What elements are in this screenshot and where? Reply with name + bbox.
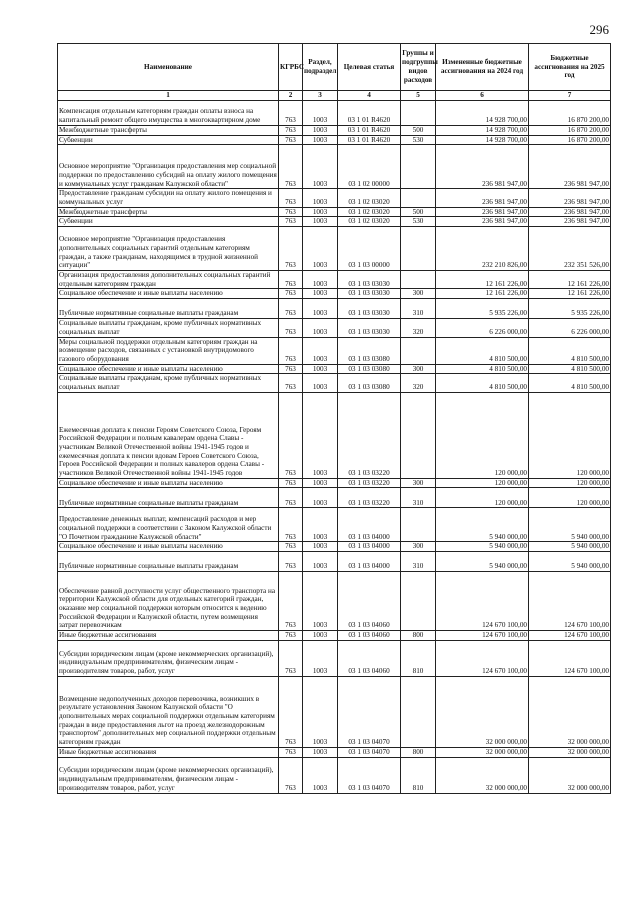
table-row: [58, 289, 611, 299]
row-article-cell: 03 1 03 03080: [338, 337, 401, 364]
row-section-cell: 1003: [303, 478, 338, 488]
column-header-section: Раздел, подраздел: [303, 44, 338, 91]
table-row: [58, 676, 611, 747]
table-row: [58, 757, 611, 793]
column-number: 1: [58, 91, 279, 101]
row-kgrbs-cell: 763: [279, 319, 303, 337]
row-kgrbs-cell: 763: [279, 488, 303, 508]
row-kgrbs-cell: 763: [279, 640, 303, 676]
row-article-cell: 03 1 01 R4620: [338, 125, 401, 135]
row-name-cell: Субсидии юридическим лицам (кроме некоммерческих организаций), индивидуальным предпринимателям, физическим лицам - производителям товаров, работ, услуг: [58, 640, 279, 676]
row-2025-amount-cell: 120 000,00: [529, 488, 611, 508]
row-article-cell: 03 1 03 04000: [338, 542, 401, 552]
row-2025-amount-cell: 16 870 200,00: [529, 125, 611, 135]
row-group-cell: 810: [401, 640, 436, 676]
row-2025-amount-cell: 5 940 000,00: [529, 552, 611, 572]
row-group-cell: [401, 100, 436, 125]
row-section-cell: 1003: [303, 289, 338, 299]
row-group-cell: 300: [401, 478, 436, 488]
column-header-article: Целевая статья: [338, 44, 401, 91]
row-group-cell: [401, 189, 436, 207]
row-2025-amount-cell: 236 981 947,00: [529, 145, 611, 189]
row-group-cell: [401, 337, 436, 364]
row-article-cell: 03 1 03 03080: [338, 364, 401, 374]
row-section-cell: 1003: [303, 542, 338, 552]
row-name-cell: Субвенции: [58, 217, 279, 227]
table-row: [58, 374, 611, 392]
row-group-cell: 300: [401, 542, 436, 552]
row-2025-amount-cell: 236 981 947,00: [529, 217, 611, 227]
row-name-cell: Социальное обеспечение и иные выплаты населению: [58, 478, 279, 488]
row-group-cell: [401, 572, 436, 631]
column-header-group: Группы и подгруппы видов расходов: [401, 44, 436, 91]
table-row: [58, 319, 611, 337]
row-article-cell: 03 1 03 04060: [338, 640, 401, 676]
row-kgrbs-cell: 763: [279, 299, 303, 319]
row-name-cell: Социальные выплаты гражданам, кроме публичных нормативных социальных выплат: [58, 319, 279, 337]
row-2024-amount-cell: 32 000 000,00: [436, 676, 529, 747]
table-row: [58, 508, 611, 542]
row-2024-amount-cell: 14 928 700,00: [436, 100, 529, 125]
column-header-name: Наименование: [58, 44, 279, 91]
row-group-cell: [401, 676, 436, 747]
row-kgrbs-cell: 763: [279, 227, 303, 271]
table-row: [58, 271, 611, 289]
row-2025-amount-cell: 236 981 947,00: [529, 207, 611, 217]
table-row: [58, 207, 611, 217]
column-number: 3: [303, 91, 338, 101]
row-section-cell: 1003: [303, 299, 338, 319]
column-number: 4: [338, 91, 401, 101]
row-kgrbs-cell: 763: [279, 337, 303, 364]
table-row: [58, 189, 611, 207]
row-kgrbs-cell: 763: [279, 135, 303, 145]
row-section-cell: 1003: [303, 271, 338, 289]
row-article-cell: 03 1 03 04070: [338, 747, 401, 757]
row-2024-amount-cell: 124 670 100,00: [436, 572, 529, 631]
table-row: [58, 364, 611, 374]
table-body: [58, 100, 611, 793]
row-section-cell: 1003: [303, 508, 338, 542]
row-section-cell: 1003: [303, 392, 338, 478]
table-row: [58, 552, 611, 572]
row-section-cell: 1003: [303, 217, 338, 227]
row-2024-amount-cell: 5 940 000,00: [436, 542, 529, 552]
row-2024-amount-cell: 120 000,00: [436, 478, 529, 488]
row-2024-amount-cell: 236 981 947,00: [436, 145, 529, 189]
column-number: 5: [401, 91, 436, 101]
row-2025-amount-cell: 124 670 100,00: [529, 640, 611, 676]
row-section-cell: 1003: [303, 364, 338, 374]
row-group-cell: 310: [401, 488, 436, 508]
row-kgrbs-cell: 763: [279, 631, 303, 641]
row-kgrbs-cell: 763: [279, 217, 303, 227]
row-section-cell: 1003: [303, 135, 338, 145]
row-article-cell: 03 1 01 R4620: [338, 100, 401, 125]
row-2024-amount-cell: 4 810 500,00: [436, 374, 529, 392]
row-2024-amount-cell: 6 226 000,00: [436, 319, 529, 337]
row-name-cell: Публичные нормативные социальные выплаты гражданам: [58, 488, 279, 508]
row-article-cell: 03 1 03 04060: [338, 572, 401, 631]
row-kgrbs-cell: 763: [279, 676, 303, 747]
row-kgrbs-cell: 763: [279, 207, 303, 217]
row-article-cell: 03 1 03 03220: [338, 392, 401, 478]
table-row: [58, 572, 611, 631]
row-kgrbs-cell: 763: [279, 572, 303, 631]
row-section-cell: 1003: [303, 319, 338, 337]
row-article-cell: 03 1 03 00000: [338, 227, 401, 271]
row-2024-amount-cell: 120 000,00: [436, 488, 529, 508]
row-section-cell: 1003: [303, 676, 338, 747]
row-article-cell: 03 1 03 03030: [338, 271, 401, 289]
row-group-cell: 530: [401, 135, 436, 145]
row-2025-amount-cell: 124 670 100,00: [529, 572, 611, 631]
row-section-cell: 1003: [303, 337, 338, 364]
row-kgrbs-cell: 763: [279, 145, 303, 189]
row-section-cell: 1003: [303, 374, 338, 392]
row-section-cell: 1003: [303, 747, 338, 757]
row-2024-amount-cell: 236 981 947,00: [436, 207, 529, 217]
column-header-2024: Измененные бюджетные ассигнования на 2024 год: [436, 44, 529, 91]
row-2024-amount-cell: 12 161 226,00: [436, 271, 529, 289]
row-kgrbs-cell: 763: [279, 747, 303, 757]
row-name-cell: Межбюджетные трансферты: [58, 207, 279, 217]
row-group-cell: [401, 508, 436, 542]
row-2025-amount-cell: 32 000 000,00: [529, 676, 611, 747]
row-group-cell: [401, 227, 436, 271]
row-2024-amount-cell: 32 000 000,00: [436, 747, 529, 757]
row-article-cell: 03 1 02 03020: [338, 207, 401, 217]
row-kgrbs-cell: 763: [279, 542, 303, 552]
row-2024-amount-cell: 124 670 100,00: [436, 631, 529, 641]
row-section-cell: 1003: [303, 100, 338, 125]
table-row: [58, 640, 611, 676]
row-2025-amount-cell: 5 940 000,00: [529, 508, 611, 542]
row-kgrbs-cell: 763: [279, 189, 303, 207]
row-2025-amount-cell: 232 351 526,00: [529, 227, 611, 271]
row-group-cell: 800: [401, 631, 436, 641]
row-2025-amount-cell: 16 870 200,00: [529, 135, 611, 145]
row-article-cell: 03 1 03 04000: [338, 508, 401, 542]
row-name-cell: Иные бюджетные ассигнования: [58, 747, 279, 757]
row-section-cell: 1003: [303, 572, 338, 631]
row-name-cell: Организация предоставления дополнительных социальных гарантий отдельным категориям граждан: [58, 271, 279, 289]
column-number: 2: [279, 91, 303, 101]
table-row: [58, 542, 611, 552]
row-name-cell: Социальные выплаты гражданам, кроме публичных нормативных социальных выплат: [58, 374, 279, 392]
row-2024-amount-cell: 32 000 000,00: [436, 757, 529, 793]
row-name-cell: Ежемесячная доплата к пенсии Героям Советского Союза, Героям Российской Федерации и полным кавалерам ордена Славы - участникам Великой Отечественной войны 1941-1945 годов и ежемесячная доплата к пенсии вдовам Героев Советского Союза, Героев Российской Федерации и полных кавалеров ордена Славы - участников Великой Отечественной войны 1941-1945 годов: [58, 392, 279, 478]
row-name-cell: Иные бюджетные ассигнования: [58, 631, 279, 641]
row-kgrbs-cell: 763: [279, 508, 303, 542]
table-row: [58, 478, 611, 488]
row-section-cell: 1003: [303, 488, 338, 508]
row-group-cell: [401, 392, 436, 478]
row-section-cell: 1003: [303, 207, 338, 217]
row-group-cell: 310: [401, 299, 436, 319]
row-group-cell: 810: [401, 757, 436, 793]
row-2025-amount-cell: 120 000,00: [529, 478, 611, 488]
row-2025-amount-cell: 4 810 500,00: [529, 364, 611, 374]
row-name-cell: Предоставление денежных выплат, компенсаций расходов и мер социальной поддержки в соответствии с Законом Калужской области "О Почетном гражданине Калужской области": [58, 508, 279, 542]
table-row: [58, 747, 611, 757]
row-article-cell: 03 1 03 03220: [338, 488, 401, 508]
row-2024-amount-cell: 232 210 826,00: [436, 227, 529, 271]
table-row: [58, 631, 611, 641]
row-2024-amount-cell: 5 940 000,00: [436, 552, 529, 572]
row-kgrbs-cell: 763: [279, 125, 303, 135]
row-group-cell: 500: [401, 125, 436, 135]
row-article-cell: 03 1 03 03030: [338, 299, 401, 319]
row-2025-amount-cell: 4 810 500,00: [529, 337, 611, 364]
row-2025-amount-cell: 16 870 200,00: [529, 100, 611, 125]
table-row: [58, 488, 611, 508]
row-article-cell: 03 1 03 04070: [338, 757, 401, 793]
row-2025-amount-cell: 5 935 226,00: [529, 299, 611, 319]
table-row: [58, 145, 611, 189]
table-header-row: [58, 44, 611, 91]
row-kgrbs-cell: 763: [279, 289, 303, 299]
row-name-cell: Возмещение недополученных доходов перевозчика, возникших в результате установления Законом Калужской области "О дополнительных мерах социальной поддержки отдельным категориям граждан в виде предоставления льгот на проезд железнодорожным транспортом" дополнительных мер социальной поддержки отдельным категориям граждан: [58, 676, 279, 747]
row-kgrbs-cell: 763: [279, 757, 303, 793]
row-article-cell: 03 1 03 03030: [338, 289, 401, 299]
row-name-cell: Социальное обеспечение и иные выплаты населению: [58, 542, 279, 552]
row-2025-amount-cell: 32 000 000,00: [529, 757, 611, 793]
row-2024-amount-cell: 12 161 226,00: [436, 289, 529, 299]
row-name-cell: Социальное обеспечение и иные выплаты населению: [58, 364, 279, 374]
row-kgrbs-cell: 763: [279, 271, 303, 289]
row-2024-amount-cell: 14 928 700,00: [436, 125, 529, 135]
row-2025-amount-cell: 4 810 500,00: [529, 374, 611, 392]
row-article-cell: 03 1 02 00000: [338, 145, 401, 189]
row-2024-amount-cell: 120 000,00: [436, 392, 529, 478]
row-2024-amount-cell: 4 810 500,00: [436, 337, 529, 364]
row-name-cell: Предоставление гражданам субсидии на оплату жилого помещения и коммунальных услуг: [58, 189, 279, 207]
row-group-cell: 530: [401, 217, 436, 227]
table-row: [58, 299, 611, 319]
table-row: [58, 100, 611, 125]
row-name-cell: Субвенции: [58, 135, 279, 145]
table-row: [58, 227, 611, 271]
row-2025-amount-cell: 12 161 226,00: [529, 271, 611, 289]
row-article-cell: 03 1 03 03030: [338, 319, 401, 337]
row-name-cell: Межбюджетные трансферты: [58, 125, 279, 135]
row-article-cell: 03 1 03 03220: [338, 478, 401, 488]
row-article-cell: 03 1 03 03080: [338, 374, 401, 392]
row-group-cell: 300: [401, 364, 436, 374]
row-group-cell: 500: [401, 207, 436, 217]
row-2025-amount-cell: 12 161 226,00: [529, 289, 611, 299]
row-section-cell: 1003: [303, 757, 338, 793]
budget-table: [57, 43, 611, 794]
row-article-cell: 03 1 01 R4620: [338, 135, 401, 145]
row-group-cell: 320: [401, 374, 436, 392]
row-article-cell: 03 1 02 03020: [338, 217, 401, 227]
table-row: [58, 337, 611, 364]
table-row: [58, 217, 611, 227]
row-kgrbs-cell: 763: [279, 392, 303, 478]
row-section-cell: 1003: [303, 125, 338, 135]
column-number-row: [58, 91, 611, 101]
row-2025-amount-cell: 124 670 100,00: [529, 631, 611, 641]
row-kgrbs-cell: 763: [279, 478, 303, 488]
row-kgrbs-cell: 763: [279, 552, 303, 572]
row-group-cell: 800: [401, 747, 436, 757]
row-name-cell: Основное мероприятие "Организация предоставления дополнительных социальных гарантий отдельным категориям граждан, а также гражданам, находящимся в трудной жизненной ситуации": [58, 227, 279, 271]
row-kgrbs-cell: 763: [279, 374, 303, 392]
row-group-cell: 320: [401, 319, 436, 337]
table-row: [58, 392, 611, 478]
column-number: 7: [529, 91, 611, 101]
row-2024-amount-cell: 124 670 100,00: [436, 640, 529, 676]
row-2025-amount-cell: 236 981 947,00: [529, 189, 611, 207]
row-2025-amount-cell: 6 226 000,00: [529, 319, 611, 337]
row-2024-amount-cell: 236 981 947,00: [436, 217, 529, 227]
row-2025-amount-cell: 120 000,00: [529, 392, 611, 478]
row-article-cell: 03 1 03 04060: [338, 631, 401, 641]
column-number: 6: [436, 91, 529, 101]
row-group-cell: 310: [401, 552, 436, 572]
row-article-cell: 03 1 03 04070: [338, 676, 401, 747]
row-kgrbs-cell: 763: [279, 364, 303, 374]
row-section-cell: 1003: [303, 145, 338, 189]
table-row: [58, 135, 611, 145]
row-name-cell: Основное мероприятие "Организация предоставления мер социальной поддержки по предоставлению субсидий на оплату жилого помещения и коммунальных услуг гражданам Калужской области": [58, 145, 279, 189]
column-header-kgrbs: КГРБС: [279, 44, 303, 91]
row-name-cell: Компенсация отдельным категориям граждан оплаты взноса на капитальный ремонт общего имущества в многоквартирном доме: [58, 100, 279, 125]
page-number: 296: [589, 22, 609, 37]
row-2024-amount-cell: 5 935 226,00: [436, 299, 529, 319]
row-group-cell: [401, 145, 436, 189]
row-article-cell: 03 1 02 03020: [338, 189, 401, 207]
row-name-cell: Публичные нормативные социальные выплаты гражданам: [58, 552, 279, 572]
column-header-2025: Бюджетные ассигнования на 2025 год: [529, 44, 611, 91]
row-2024-amount-cell: 14 928 700,00: [436, 135, 529, 145]
row-2024-amount-cell: 4 810 500,00: [436, 364, 529, 374]
table-row: [58, 125, 611, 135]
row-name-cell: Социальное обеспечение и иные выплаты населению: [58, 289, 279, 299]
row-article-cell: 03 1 03 04000: [338, 552, 401, 572]
row-section-cell: 1003: [303, 640, 338, 676]
row-2025-amount-cell: 5 940 000,00: [529, 542, 611, 552]
row-name-cell: Субсидии юридическим лицам (кроме некоммерческих организаций), индивидуальным предпринимателям, физическим лицам - производителям товаров, работ, услуг: [58, 757, 279, 793]
row-2024-amount-cell: 236 981 947,00: [436, 189, 529, 207]
row-name-cell: Публичные нормативные социальные выплаты гражданам: [58, 299, 279, 319]
row-section-cell: 1003: [303, 552, 338, 572]
row-section-cell: 1003: [303, 631, 338, 641]
row-group-cell: [401, 271, 436, 289]
row-2025-amount-cell: 32 000 000,00: [529, 747, 611, 757]
row-group-cell: 300: [401, 289, 436, 299]
row-name-cell: Обеспечение равной доступности услуг общественного транспорта на территории Калужской области для отдельных категорий граждан, оказание мер социальной поддержки которым относится к ведению Российской Федерации и Калужской области, путем возмещения затрат перевозчикам: [58, 572, 279, 631]
row-section-cell: 1003: [303, 189, 338, 207]
row-kgrbs-cell: 763: [279, 100, 303, 125]
row-2024-amount-cell: 5 940 000,00: [436, 508, 529, 542]
row-section-cell: 1003: [303, 227, 338, 271]
row-name-cell: Меры социальной поддержки отдельным категориям граждан на возмещение расходов, связанных с установкой внутридомового газового оборудования: [58, 337, 279, 364]
